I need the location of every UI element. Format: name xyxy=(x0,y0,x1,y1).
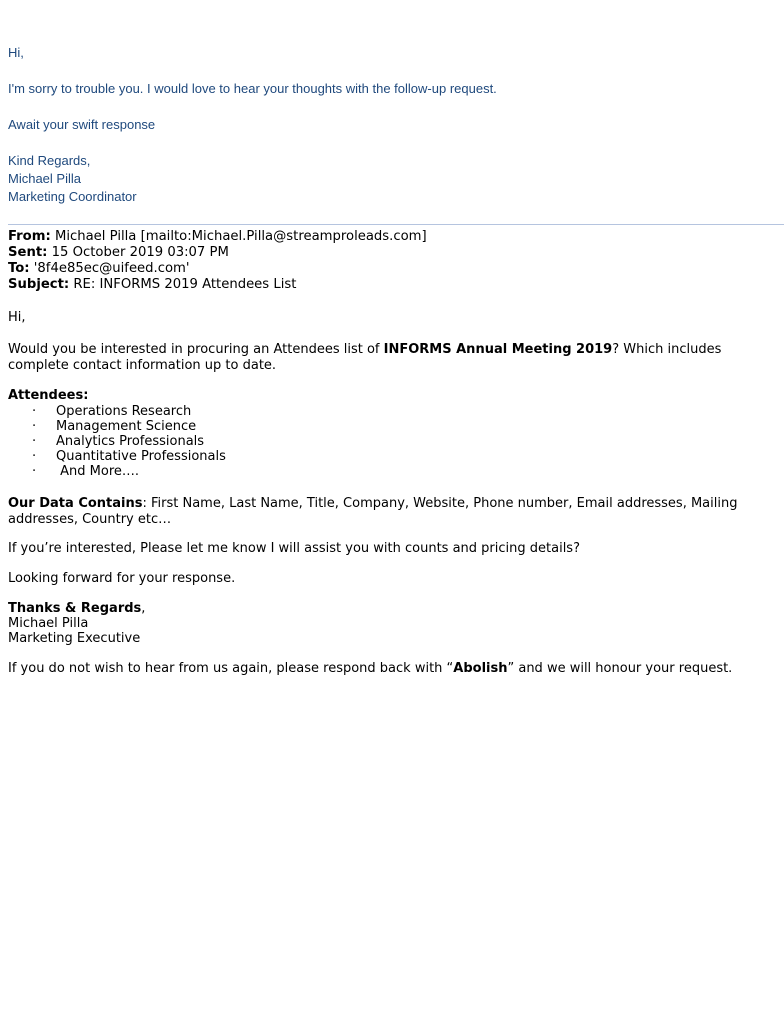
signature-title: Marketing Executive xyxy=(8,631,141,646)
intro-paragraph xyxy=(8,342,778,374)
sent-label: Sent: xyxy=(8,245,48,260)
from-value: Michael Pilla [mailto:Michael.Pilla@streamproleads.com] xyxy=(54,229,427,244)
list-item: · And More…. xyxy=(32,464,140,479)
bullet-icon: · xyxy=(32,464,37,479)
subject-value: RE: INFORMS 2019 Attendees List xyxy=(73,277,297,292)
reply-await: Await your swift response xyxy=(8,117,156,132)
list-item: · Analytics Professionals xyxy=(32,434,205,449)
intro-text: Would you be interested in procuring an Attendees list of xyxy=(8,342,384,357)
reply-body: I'm sorry to trouble you. I would love to hear your thoughts with the follow-up request. xyxy=(8,81,497,96)
data-contains-text: : First Name, Last Name, Title, Company, Website, Phone number, Email addresses, Mailing addresses, Country etc… xyxy=(8,496,738,527)
to-value: '8f4e85ec@uifeed.com' xyxy=(33,261,190,276)
bullet-icon: · xyxy=(32,419,37,434)
list-item: · Operations Research xyxy=(32,404,192,419)
reply-signature-title: Marketing Coordinator xyxy=(8,189,137,204)
attendees-heading: Attendees: xyxy=(8,388,89,403)
list-item: · Management Science xyxy=(32,419,197,434)
original-greeting: Hi, xyxy=(8,310,26,325)
bullet-icon: · xyxy=(32,449,37,464)
header-subject xyxy=(8,277,296,293)
to-label: To: xyxy=(8,261,30,276)
bullet-icon: · xyxy=(32,434,37,449)
reply-greeting: Hi, xyxy=(8,45,24,60)
interest-line: If you’re interested, Please let me know I will assist you with counts and pricing details? xyxy=(8,541,580,556)
sign-off: Thanks & Regards, xyxy=(8,601,146,616)
intro-text-end: ? Which includes complete contact information up to date. xyxy=(8,342,722,373)
opt-out-keyword: Abolish xyxy=(453,661,508,676)
from-label: From: xyxy=(8,229,51,244)
opt-out-line: If you do not wish to hear from us again, please respond back with “Abolish” and we will honour your request. xyxy=(8,661,733,676)
message-divider xyxy=(8,224,784,225)
data-contains-paragraph xyxy=(8,496,778,528)
event-name: INFORMS Annual Meeting 2019 xyxy=(383,342,613,357)
header-sent xyxy=(8,245,229,261)
sent-value: 15 October 2019 03:07 PM xyxy=(51,245,229,260)
data-contains-label: Our Data Contains xyxy=(8,496,143,511)
reply-signature-name: Michael Pilla xyxy=(8,171,81,186)
reply-closing: Kind Regards, xyxy=(8,153,91,168)
signature-name: Michael Pilla xyxy=(8,616,89,631)
subject-label: Subject: xyxy=(8,277,70,292)
bullet-icon: · xyxy=(32,404,37,419)
list-item: · Quantitative Professionals xyxy=(32,449,226,464)
header-from xyxy=(8,229,427,245)
header-to xyxy=(8,261,190,277)
looking-forward-line: Looking forward for your response. xyxy=(8,571,236,586)
